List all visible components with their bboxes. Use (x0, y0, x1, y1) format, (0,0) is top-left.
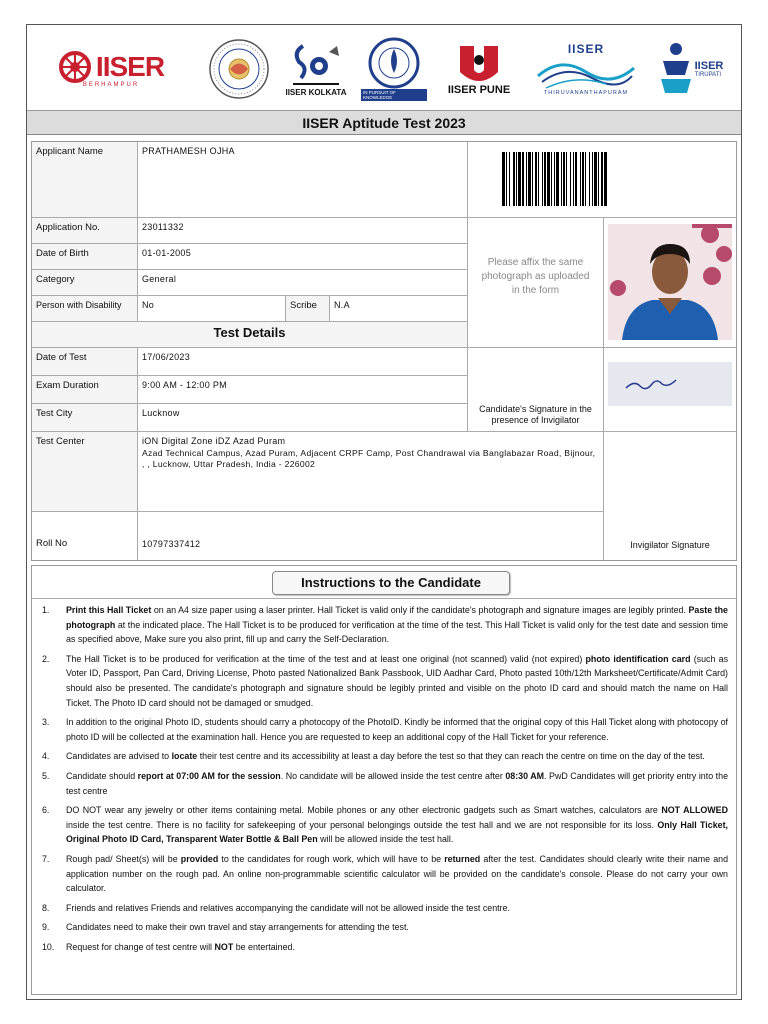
instruction-number: 7. (42, 853, 50, 864)
instruction-item (40, 652, 728, 710)
candidate-signature-image (608, 362, 732, 406)
applicant-details (31, 141, 737, 561)
applicant-name-label: Applicant Name (32, 142, 138, 218)
iiser-mohali-seal: IN PURSUIT OF KNOWLEDGE (361, 37, 427, 101)
exam-duration-label: Exam Duration (32, 376, 138, 404)
instruction-number: 8. (42, 902, 50, 913)
hall-ticket (26, 24, 742, 1000)
instruction-item (40, 715, 728, 744)
instruction-text: Candidates are advised to locate their test centre and its accessibility at least a day before the test so that they can reach the centre on time on the day of the test. (66, 751, 705, 762)
instructions-section (31, 565, 737, 995)
test-center-value (138, 432, 604, 512)
roll-no-label: Roll No (32, 512, 138, 560)
test-center-label: Test Center (32, 432, 138, 512)
category-label: Category (32, 270, 138, 296)
instruction-item (40, 940, 728, 955)
instruction-text: Candidates need to make their own travel and stay arrangements for attending the test. (66, 922, 409, 933)
roll-no-value: 10797337412 (138, 512, 604, 560)
candidate-signature-label: Candidate's Signature in the presence of Invigilator (468, 348, 604, 432)
iiser-bhopal-seal (203, 37, 275, 101)
iiser-berhampur-logo: IISER BERHAMPUR (41, 37, 181, 101)
test-city-label: Test City (32, 404, 138, 432)
test-date-label: Date of Test (32, 348, 138, 376)
photo-cell (604, 218, 736, 348)
logo-strip (27, 25, 741, 111)
instruction-item (40, 749, 728, 764)
dob-value: 01-01-2005 (138, 244, 468, 270)
instruction-item (40, 769, 728, 798)
scribe-label: Scribe (286, 296, 330, 322)
instruction-item (40, 852, 728, 896)
instruction-text: The Hall Ticket is to be produced for verification at the time of the test and at least one original (not scanned) valid (not expired) photo identification card (such as Voter ID, Passport, Pan Card, Driving License, Photo pasted Nationalized Bank Passbook, UID Aadhar Card, Photo pasted 10th/12th Marksheet/Certificate/Admit Card) should also be presented. The candidate's photograph and signature should be legibly printed and visible on the photo ID card and should match the name on Hall Ticket. The Photo ID card should not be damaged or smudged. (66, 653, 729, 708)
invigilator-signature-label: Invigilator Signature (630, 540, 710, 550)
scribe-value: N.A (330, 296, 468, 322)
instruction-item (40, 901, 728, 916)
application-no-value: 23011332 (138, 218, 468, 244)
instruction-text: In addition to the original Photo ID, students should carry a photocopy of the PhotoID. Kindly be informed that the original copy of this Hall Ticket along with photocopy of photo ID will be collected at the examination hall. Hence you are requested to keep an additional copy of the Hall Ticket for your reference. (66, 717, 728, 742)
instruction-text: Friends and relatives Friends and relatives accompanying the candidate will not be allowed inside the test centre. (66, 902, 510, 913)
wheel-icon (58, 50, 92, 84)
test-details-title: Test Details (32, 322, 468, 348)
test-city-value: Lucknow (138, 404, 468, 432)
instruction-number: 5. (42, 770, 50, 781)
page-title: IISER Aptitude Test 2023 (27, 111, 741, 135)
barcode (502, 152, 608, 206)
dob-label: Date of Birth (32, 244, 138, 270)
instruction-item (40, 803, 728, 847)
category-value: General (138, 270, 468, 296)
instruction-number: 1. (42, 605, 50, 615)
exam-duration-value: 9:00 AM - 12:00 PM (138, 376, 468, 404)
test-center-name: iON Digital Zone iDZ Azad Puram (142, 436, 286, 446)
instruction-number: 3. (42, 717, 50, 728)
applicant-name-value: PRATHAMESH OJHA (138, 142, 468, 218)
instruction-number: 10. (42, 941, 55, 952)
applicant-photo (608, 224, 732, 340)
iiser-pune-logo: IISER PUNE (441, 37, 517, 101)
iiser-thiruvananthapuram-logo: IISER THIRUVANANTHAPURAM (531, 37, 641, 101)
barcode-cell (468, 142, 736, 218)
instruction-text: Candidate should report at 07:00 AM for the session. No candidate will be allowed inside the test centre after 08:30 AM. PwD Candidates will get priority entry into the test centre (66, 770, 729, 796)
photo-instruction: Please affix the same photograph as uploaded in the form (468, 218, 604, 348)
test-center-address: Azad Technical Campus, Azad Puram, Adjacent CRPF Camp, Post Chandrawal via Banglabazar Road, Bijnour, , , Lucknow, Uttar Pradesh, India - 226002 (142, 447, 596, 469)
pwd-value: No (138, 296, 286, 322)
test-date-value: 17/06/2023 (138, 348, 468, 376)
iiser-tirupati-logo: IISER TIRUPATI (651, 37, 731, 101)
instruction-text: Print this Hall Ticket on an A4 size paper using a laser printer. Hall Ticket is valid only if the candidate's photograph and signature images are legibly printed. Paste the photograph at the indicated place. The Hall Ticket is to be produced for verification at the time of the test. This Hall Ticket is valid only for the test date and session time as specified above, Make sure you also print, fill up and carry the Self-Declaration. (66, 605, 728, 645)
instruction-number: 6. (42, 805, 50, 816)
instruction-item (40, 920, 728, 935)
pwd-label: Person with Disability (32, 296, 138, 322)
instruction-number: 2. (42, 653, 50, 664)
instruction-text: Request for change of test centre will NOT be entertained. (66, 941, 295, 952)
candidate-signature-cell (604, 348, 736, 432)
instruction-item (40, 603, 728, 647)
instruction-number: 4. (42, 751, 50, 762)
instruction-number: 9. (42, 922, 50, 933)
instruction-text: DO NOT wear any jewelry or other items containing metal. Mobile phones or any other electronic gadgets such as Smart watches, calculators are NOT ALLOWED inside the test centre. There is no facility for safekeeping of your personal belongings outside the test hall and we are not responsible for its loss. Only Hall Ticket, Original Photo ID Card, Transparent Water Bottle & Ball Pen will be allowed inside the test hall. (66, 805, 729, 845)
application-no-label: Application No. (32, 218, 138, 244)
instructions-list (32, 598, 736, 959)
iiser-kolkata-logo: IISER KOLKATA (283, 37, 349, 101)
instruction-text: Rough pad/ Sheet(s) will be provided to the candidates for rough work, which will have to be returned after the test. Candidates should clearly write their name and application number on the rough pad. An online non-programmable scientific calculator will be provided on the candidate's console. Please do not carry your own calculator. (66, 853, 728, 894)
instructions-title: Instructions to the Candidate (272, 571, 510, 595)
